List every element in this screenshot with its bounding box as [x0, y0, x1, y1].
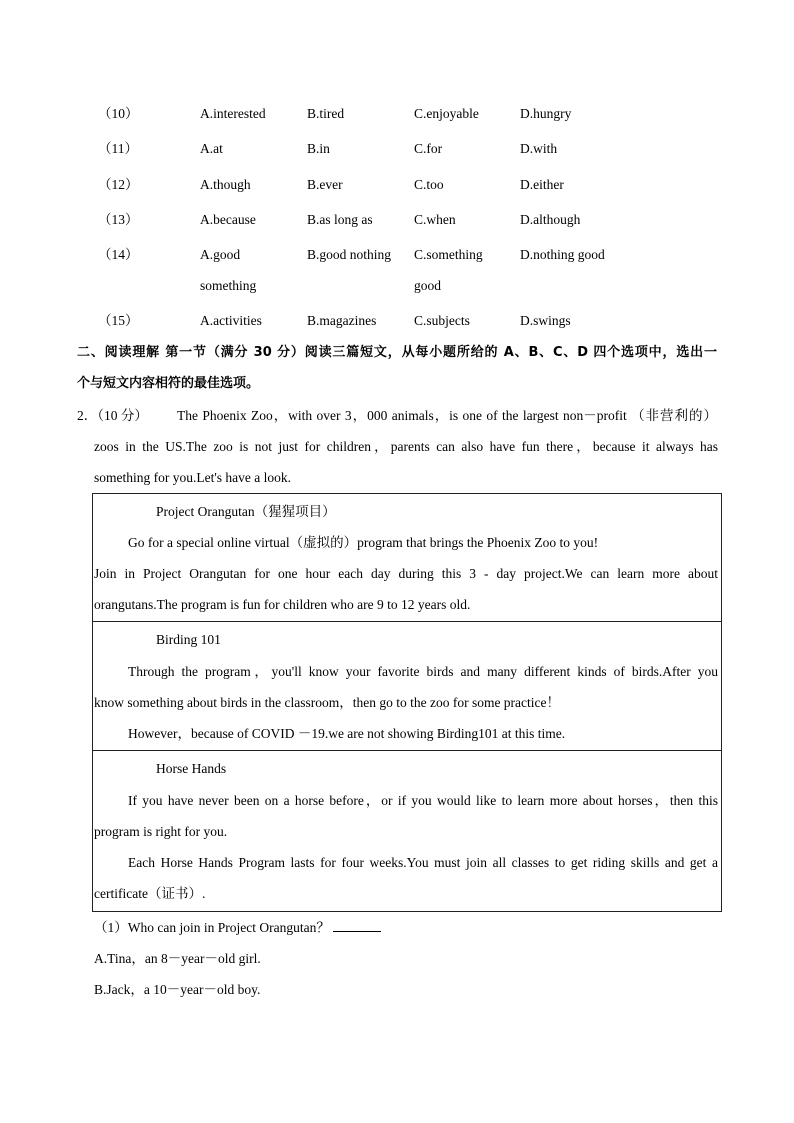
intro-line: something for you.Let's have a look. [94, 470, 292, 485]
question-number: （13） [98, 212, 139, 227]
option-b: B.in [307, 141, 330, 156]
question-number: （10） [98, 106, 139, 121]
option-a: A.interested [200, 106, 266, 121]
option-c: C.something [414, 247, 483, 262]
option-b: B.as long as [307, 212, 373, 227]
program-text-line: Join in Project Orangutan for one hour each day during this 3 - day project.We can learn more about [94, 566, 718, 581]
option-c: C.enjoyable [414, 106, 479, 121]
intro-line: The Phoenix Zoo，with over 3，000 animals，is one of the largest non－profit （非营利的） [177, 408, 717, 423]
option-d: D.although [520, 212, 581, 227]
option-d: D.with [520, 141, 558, 156]
option-c-continued: good [414, 278, 441, 293]
option-d: D.hungry [520, 106, 572, 121]
sub-question-text: （1）Who can join in Project Orangutan？ [94, 920, 330, 935]
program-text [94, 564, 718, 584]
section-heading-line: 二、阅读理解 第一节（满分 30 分）阅读三篇短文，从每小题所给的 A、B、C、D 四个选项中，选出一 [77, 345, 717, 360]
option-c: C.too [414, 177, 444, 192]
option-a: A.because [200, 212, 256, 227]
answer-option-b: B.Jack，a 10－year－old boy. [94, 982, 261, 997]
option-b: B.good nothing [307, 247, 392, 262]
question-number: （12） [98, 177, 139, 192]
program-text: orangutans.The program is fun for children who are 9 to 12 years old. [94, 597, 471, 612]
program-text: Go for a special online virtual（虚拟的）program that brings the Phoenix Zoo to you! [128, 535, 599, 550]
section-heading [77, 343, 717, 363]
table-divider [92, 621, 722, 622]
option-a: A.at [200, 141, 223, 156]
option-row [0, 210, 794, 241]
question-intro [177, 406, 717, 426]
option-row [0, 139, 794, 170]
option-a: A.though [200, 177, 251, 192]
program-text: certificate（证书）. [94, 886, 206, 901]
table-divider [92, 750, 722, 751]
question-number: 2．（10 分） [77, 408, 148, 423]
option-a-continued: something [200, 278, 257, 293]
program-text-line: Each Horse Hands Program lasts for four weeks.You must join all classes to get riding skills and get a [128, 855, 718, 870]
option-b: B.tired [307, 106, 345, 121]
program-title: Project Orangutan（猩猩项目） [156, 504, 336, 519]
program-text: program is right for you. [94, 824, 228, 839]
program-text-line: Through the program，you'll know your favorite birds and many different kinds of birds.After you [128, 664, 718, 679]
option-c: C.when [414, 212, 456, 227]
section-heading-line: 个与短文内容相符的最佳选项。 [77, 376, 260, 391]
option-row [0, 311, 794, 342]
question-number: （14） [98, 247, 139, 262]
option-row [0, 175, 794, 206]
question-number: （11） [98, 141, 138, 156]
program-text-line: If you have never been on a horse before，or if you would like to learn more about horses，then this [128, 793, 718, 808]
program-text: However，because of COVID －19.we are not showing Birding101 at this time. [128, 726, 566, 741]
program-text: know something about birds in the classroom，then go to the zoo for some practice！ [94, 695, 561, 710]
option-a: A.good [200, 247, 241, 262]
option-a: A.activities [200, 313, 262, 328]
option-row [0, 104, 794, 135]
option-d: D.either [520, 177, 564, 192]
question-number: （15） [98, 313, 139, 328]
question-intro [94, 437, 718, 457]
intro-line: zoos in the US.The zoo is not just for children，parents can also have fun there，because it always has [94, 439, 718, 454]
program-title: Birding 101 [156, 632, 221, 647]
program-text [128, 662, 718, 682]
program-title: Horse Hands [156, 761, 227, 776]
answer-blank[interactable] [333, 919, 381, 932]
option-b: B.magazines [307, 313, 377, 328]
option-d: D.nothing good [520, 247, 605, 262]
sub-question-stem [94, 918, 381, 938]
program-text [128, 791, 718, 811]
option-c: C.for [414, 141, 443, 156]
answer-option-a: A.Tina，an 8－year－old girl. [94, 951, 261, 966]
option-b: B.ever [307, 177, 343, 192]
option-c: C.subjects [414, 313, 470, 328]
option-d: D.swings [520, 313, 571, 328]
option-row [0, 245, 794, 307]
program-text [128, 853, 718, 873]
